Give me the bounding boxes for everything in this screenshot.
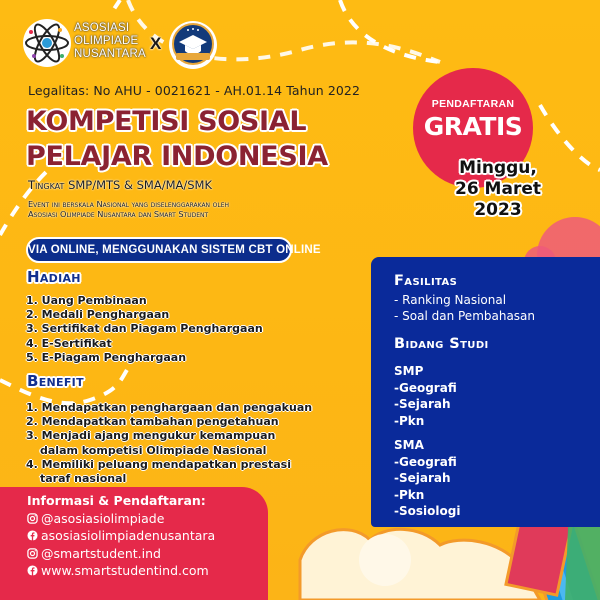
contact-text: @asosiasiolimpiade [41, 510, 165, 526]
bidang-studi-heading: Bidang Studi [394, 336, 489, 352]
fasilitas-heading: Fasilitas [394, 273, 458, 289]
badge-label-small: PENDAFTARAN [431, 98, 515, 110]
logo-line-3: NUSANTARA [74, 48, 146, 60]
contact-info [27, 492, 215, 580]
event-description [28, 199, 229, 219]
level-label: SMA [394, 438, 424, 452]
title-line-1: KOMPETISI SOSIAL [26, 106, 307, 137]
list-item: -Sejarah [394, 471, 451, 485]
level-label: SMP [394, 364, 424, 378]
fasilitas-list [394, 292, 535, 324]
contact-facebook-aon[interactable] [27, 527, 215, 545]
facebook-icon [27, 565, 38, 576]
list-item: 2. Medali Penghargaan [26, 308, 170, 322]
instagram-icon [27, 513, 38, 524]
list-item: -Geografi [394, 454, 457, 469]
hadiah-list [26, 294, 263, 365]
contact-website-ss[interactable] [27, 562, 215, 580]
benefit-heading: Benefit [27, 372, 84, 390]
event-day: Minggu, [459, 158, 537, 178]
title-line-2: PELAJAR INDONESIA [26, 141, 328, 172]
list-item: -Pkn [394, 413, 425, 428]
list-item: -Sejarah [394, 397, 451, 411]
facebook-icon [27, 530, 38, 541]
list-item: -Sosiologi [394, 504, 461, 518]
list-item: 1. Uang Pembinaan [26, 294, 147, 307]
list-item: 3. Sertifikat dan Piagam Penghargaan [26, 322, 263, 336]
event-year: 2023 [474, 200, 522, 220]
contact-text: www.smartstudentind.com [41, 563, 209, 578]
event-day-month: 26 Maret [454, 179, 541, 199]
bidang-studi-smp [394, 363, 457, 429]
asosiasi-olimpiade-logo-text [74, 22, 146, 61]
list-item: 4. E-Sertifikat [26, 336, 112, 350]
list-item: 4. Memiliki peluang mendapatkan prestasi [26, 457, 291, 471]
legal-registration-text: Legalitas: No AHU - 0021621 - AH.01.14 Tahun 2022 [28, 83, 361, 98]
event-description-line-1: Event ini berskala Nasional yang diselenggarakan oleh [28, 199, 230, 209]
list-item-continuation: dalam kompetisi Olimpiade Nasional [40, 443, 267, 457]
contact-instagram-aon[interactable] [27, 510, 215, 528]
contact-instagram-ss[interactable] [27, 545, 215, 563]
badge-label-big: GRATIS [423, 112, 523, 141]
list-item: 3. Menjadi ajang mengukur kemampuan [26, 429, 276, 443]
event-date [430, 158, 566, 221]
event-description-line-2: Asosiasi Olimpiade Nusantara dan Smart Student [28, 209, 209, 219]
list-item: 1. Mendapatkan penghargaan dan pengakuan [26, 401, 313, 414]
collaboration-x: X [150, 34, 162, 53]
smart-student-logo-icon [168, 20, 218, 70]
contact-heading: Informasi & Pendaftaran: [27, 493, 206, 508]
education-level: Tingkat SMP/MTS & SMA/MA/SMK [28, 178, 213, 192]
logo-line-1: ASOSIASI [74, 22, 130, 34]
instagram-icon [27, 548, 38, 559]
hadiah-heading: Hadiah [27, 268, 81, 286]
bidang-studi-sma [394, 437, 460, 520]
list-item: 5. E-Piagam Penghargaan [26, 350, 187, 364]
online-mode-pill: VIA ONLINE, MENGGUNAKAN SISTEM CBT ONLINE [26, 237, 292, 263]
contact-text: @smartstudent.ind [41, 545, 161, 561]
asosiasi-olimpiade-logo-icon [22, 18, 72, 68]
logo-line-2: OLIMPIADE [74, 35, 139, 47]
contact-text: asosiasiolimpiadenusantara [41, 528, 216, 543]
benefit-list [26, 401, 312, 486]
list-item: 2. Mendapatkan tambahan pengetahuan [26, 415, 279, 429]
list-item: -Geografi [394, 380, 457, 395]
list-item: - Soal dan Pembahasan [394, 309, 536, 323]
list-item-continuation: taraf nasional [40, 472, 127, 486]
list-item: - Ranking Nasional [394, 293, 507, 307]
list-item: -Pkn [394, 487, 425, 502]
